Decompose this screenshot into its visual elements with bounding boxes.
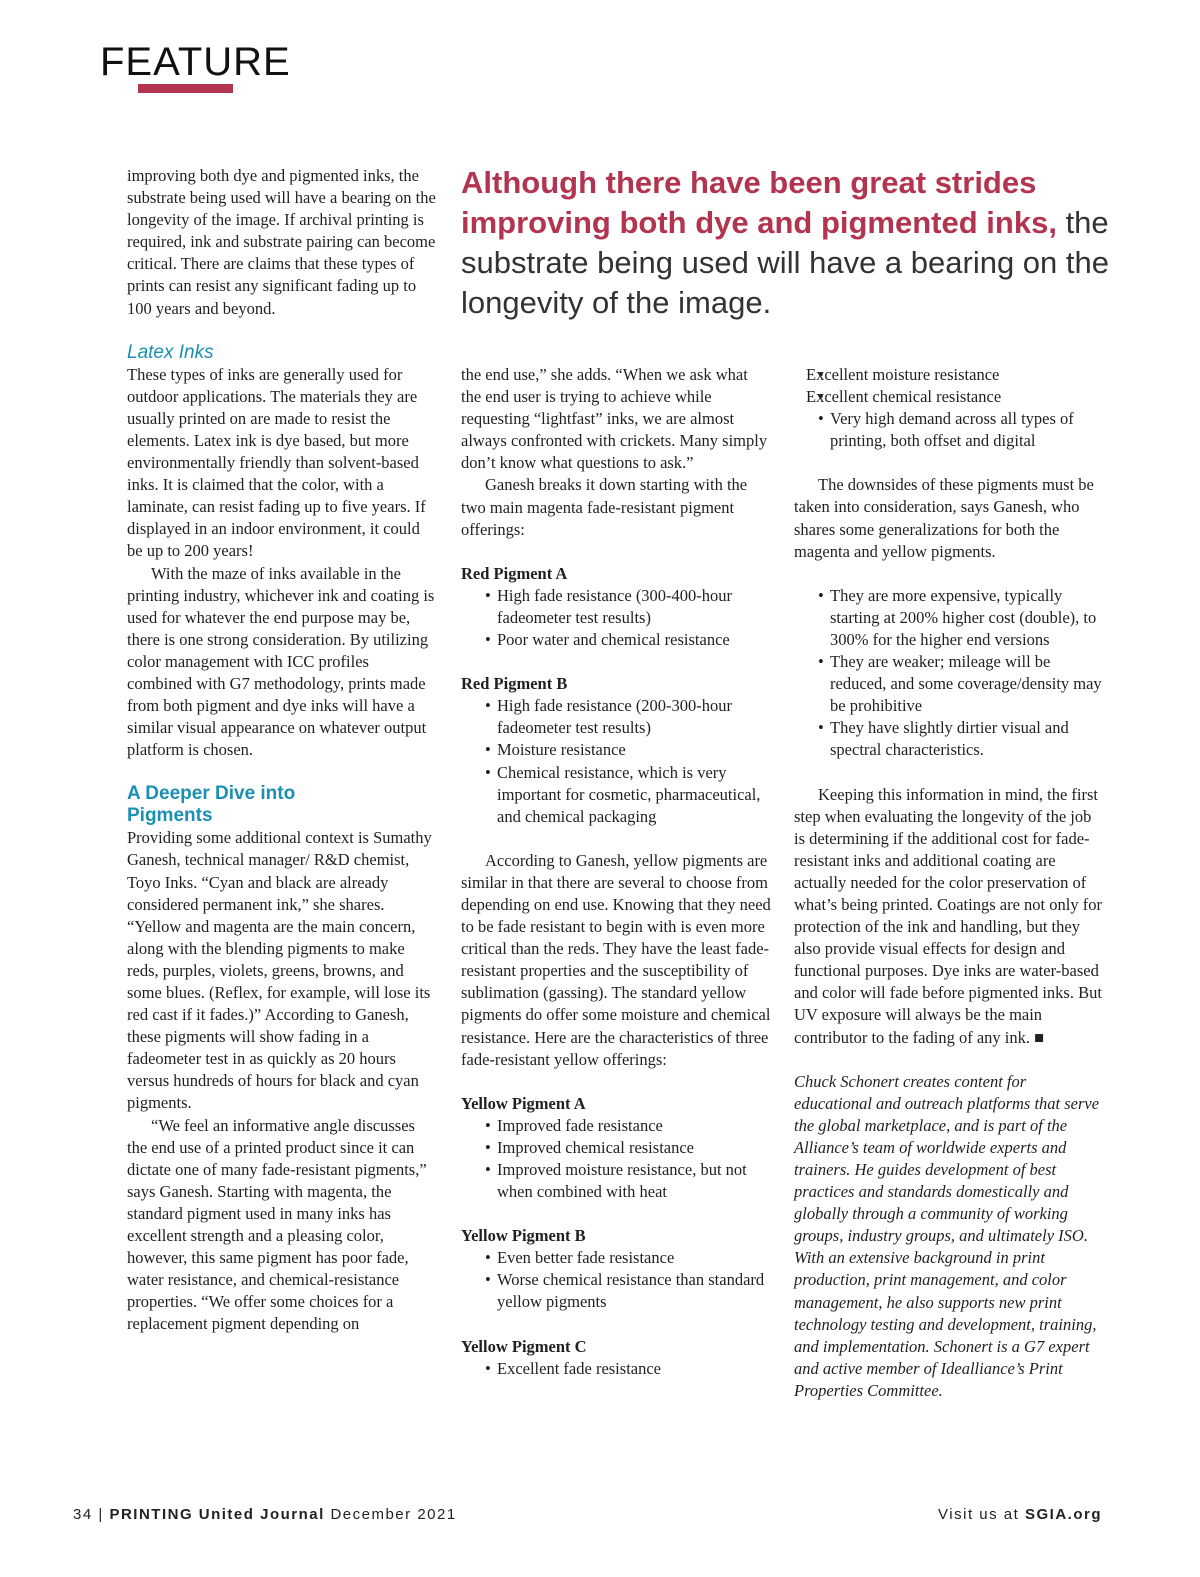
pull-quote-accent: Although there have been great strides improving both dye and pigmented inks, [461,165,1057,240]
section-accent-bar [138,84,233,93]
list-item: • They are weaker; mileage will be reduced, and some coverage/density may be prohibitive [794,651,1104,717]
downsides-list [794,585,1104,762]
list-item: • Excellent fade resistance [461,1358,771,1380]
footer-right [938,1506,1102,1523]
issue-date: December 2021 [330,1506,457,1523]
author-bio: Chuck Schonert creates content for educational and outreach platforms that serve the global marketplace, and is part of the Alliance’s team of worldwide experts and trainers. He guides development of best practices and standards domestically and globally through a community of working groups, industry groups, and ultimately ISO. With an extensive background in print production, print management, and color management, he also supports new print technology testing and development, training, and implementation. Schonert is a G7 expert and active member of Idealliance’s Print Properties Committee. [794,1071,1100,1400]
deeper-dive-heading: A Deeper Dive into Pigments [127,783,296,827]
latex-inks-heading: Latex Inks [127,341,214,363]
yellow-pigment-a-list [461,1115,771,1203]
footer-separator: | [98,1506,104,1523]
list-item: • Worse chemical resistance than standard yellow pigments [461,1269,771,1313]
list-item: • Excellent chemical resistance [794,386,1104,408]
list-item: • Improved fade resistance [461,1115,771,1137]
page-number: 34 [73,1506,93,1523]
yellow-pigment-c-list-continued [794,364,1104,452]
list-item: • High fade resistance (200-300-hour fadeometer test results) [461,695,771,739]
col3-paragraph-1: The downsides of these pigments must be taken into consideration, says Ganesh, who shares some generalizations for both the magenta and yellow pigments. [794,475,1094,561]
latex-paragraph-1: These types of inks are generally used for outdoor applications. The materials they are usually printed on are made to resist the elements. Latex ink is dye based, but more environmentally friendly than solvent-based inks. It is claimed that the color, with a laminate, can resist fading up to five years. If displayed in an indoor environment, it could be up to 200 years! [127,364,426,561]
yellow-pigment-b-list [461,1247,771,1313]
footer-left [73,1506,457,1523]
deeper-paragraph-2: “We feel an informative angle discusses the end use of a printed product since it can dictate one of many fade-resistant pigments,” says Ganesh. Starting with magenta, the standard pigment used in many inks has excellent strength and a pleasing color, however, this same pigment has poor fade, water resistance, and chemical-resistance properties. “We offer some choices for a replacement pigment depending on [127,1115,427,1334]
yellow-pigment-c-heading: Yellow Pigment C [461,1336,587,1356]
intro-paragraph: improving both dye and pigmented inks, the substrate being used will have a bearing on the longevity of the image. If archival printing is required, ink and substrate pairing can become critical. There are claims that these types of prints can resist any significant fading up to 100 years and beyond. [127,166,436,318]
list-item: • They have slightly dirtier visual and spectral characteristics. [794,717,1104,761]
yellow-pigment-a-heading: Yellow Pigment A [461,1093,586,1113]
list-item: • Moisture resistance [461,739,771,761]
col2-paragraph-1: the end use,” she adds. “When we ask what the end user is trying to achieve while requesting “lightfast” inks, we are almost always confronted with crickets. Many simply don’t know what questions to ask.” [461,365,768,473]
red-pigment-b-list [461,695,771,828]
list-item: • Very high demand across all types of printing, both offset and digital [794,408,1104,452]
yellow-pigment-c-list [461,1358,771,1380]
list-item: • High fade resistance (300-400-hour fadeometer test results) [461,585,771,629]
col3-paragraph-2: Keeping this information in mind, the first step when evaluating the longevity of the job is determining if the additional cost for fade-resistant inks and additional coating are actually needed for the color preservation of what’s being printed. Coatings are not only for protection of the ink and handling, but they also provide visual effects for design and functional purposes. Dye inks are water-based and color will fade before pigmented inks. But UV exposure will always be the main contributor to the fading of any ink. ■ [794,784,1102,1047]
red-pigment-a-list [461,585,771,651]
col2-paragraph-2: Ganesh breaks it down starting with the two main magenta fade-resistant pigment offerings: [461,475,748,539]
list-item: • Chemical resistance, which is very important for cosmetic, pharmaceutical, and chemical packaging [461,762,771,828]
deeper-paragraph-1: Providing some additional context is Sumathy Ganesh, technical manager/ R&D chemist, Toyo Inks. “Cyan and black are already considered permanent ink,” she shares. “Yellow and magenta are the main concern, along with the blending pigments to make reds, purples, violets, greens, browns, and some blues. (Reflex, for example, will lose its red cast if it fades.)” According to Ganesh, these pigments will show fading in a fadeometer test in as quickly as 20 hours versus hundreds of hours for black and cyan pigments. [127,828,432,1113]
yellow-pigment-b-heading: Yellow Pigment B [461,1226,586,1246]
column-3 [794,364,1104,1402]
list-item: • Excellent moisture resistance [794,364,1104,386]
latex-paragraph-2: With the maze of inks available in the printing industry, whichever ink and coating is used for whatever the end purpose may be, there is one strong consideration. By utilizing color management with ICC profiles combined with G7 methodology, prints made from both pigment and dye inks will have a similar visual appearance on whatever output platform is chosen. [127,563,435,760]
list-item: • Improved moisture resistance, but not when combined with heat [461,1159,771,1203]
column-1 [127,165,437,1336]
list-item: • Poor water and chemical resistance [461,629,771,651]
list-item: • Improved chemical resistance [461,1137,771,1159]
site-link[interactable]: SGIA.org [1024,1506,1102,1523]
journal-name: PRINTING United Journal [109,1506,325,1523]
red-pigment-b-heading: Red Pigment B [461,674,568,694]
red-pigment-a-heading: Red Pigment A [461,563,568,583]
list-item: • They are more expensive, typically starting at 200% higher cost (double), to 300% for the higher end versions [794,585,1104,651]
col2-paragraph-3: According to Ganesh, yellow pigments are similar in that there are several to choose from depending on end use. Knowing that they need to be fade resistant to begin with is even more critical than the reds. They have the least fade-resistant properties and the susceptibility of sublimation (gassing). The standard yellow pigments do offer some moisture and chemical resistance. Here are the characteristics of three fade-resistant yellow offerings: [461,850,771,1069]
pull-quote [461,163,1121,323]
column-2 [461,364,771,1380]
pull-quote-rest: the substrate being used will have a bearing on the longevity of the image. [461,205,1109,320]
visit-text: Visit us at [938,1506,1020,1523]
list-item: • Even better fade resistance [461,1247,771,1269]
section-label: FEATURE [100,40,291,84]
